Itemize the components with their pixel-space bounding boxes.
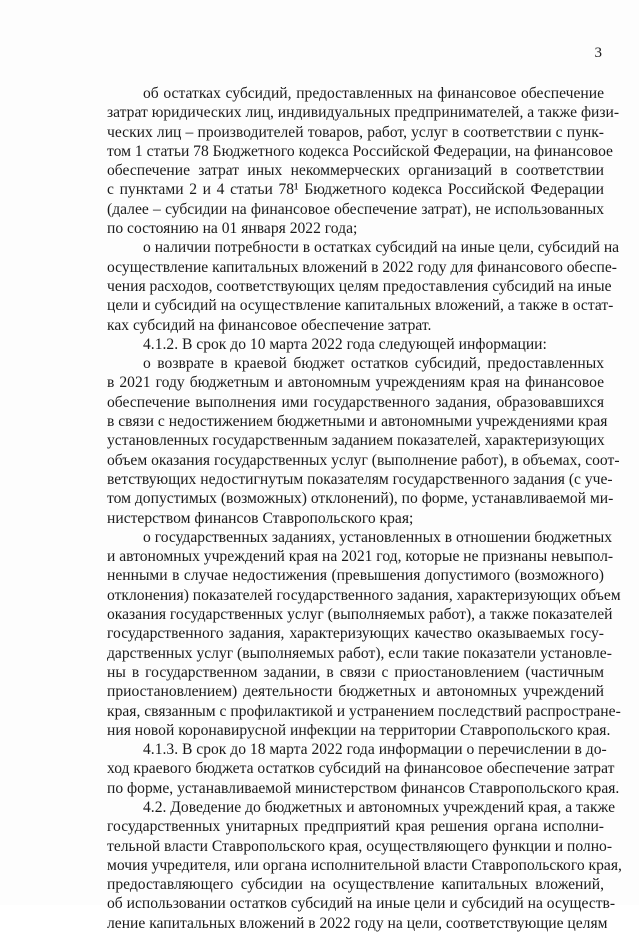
page-number: 3 bbox=[594, 45, 602, 61]
text-line: том допустимых (возможных) отклонений), по форме, устанавливаемой ми- bbox=[107, 490, 614, 508]
text-line: ление капитальных вложений в 2022 году на цели, соответствующие целям bbox=[107, 914, 608, 932]
text-line: с пунктами 2 и 4 статьи 78¹ Бюджетного кодекса Российской Федерации bbox=[107, 181, 604, 199]
paragraph bbox=[107, 528, 621, 740]
text-line: государственного задания, характеризующих качество оказываемых госу- bbox=[107, 625, 604, 643]
text-line: в 2021 году бюджетным и автономным учреждениям края на финансовое bbox=[107, 374, 604, 392]
paragraph bbox=[107, 798, 622, 933]
text-line: ческих лиц – производителей товаров, работ, услуг в соответствии с пунк- bbox=[107, 123, 604, 141]
text-line: обеспечение затрат иных некоммерческих организаций в соответствии bbox=[107, 162, 604, 180]
text-line: ках субсидий на финансовое обеспечение затрат. bbox=[107, 316, 432, 334]
text-line: мочия учредителя, или органа исполнительной власти Ставропольского края, bbox=[107, 856, 622, 874]
text-line: ны в государственном задании, в связи с приостановлением (частичным bbox=[107, 663, 604, 681]
text-line: государственных унитарных предприятий края решения органа исполни- bbox=[107, 818, 604, 836]
text-line: установленных государственным заданием показателей, характеризующих bbox=[107, 432, 605, 450]
text-line: цели и субсидий на осуществление капитальных вложений, а также в остат- bbox=[107, 297, 614, 315]
text-line: ход краевого бюджета остатков субсидий на финансовое обеспечение затрат bbox=[107, 760, 615, 778]
text-line: дарственных услуг (выполняемых работ), если такие показатели установле- bbox=[107, 644, 612, 662]
text-line: о возврате в краевой бюджет остатков субсидий, предоставленных bbox=[143, 355, 604, 373]
text-line: об использовании остатков субсидий на иные цели и субсидий на осуществ- bbox=[107, 895, 616, 913]
text-line: 4.1.3. В срок до 18 марта 2022 года информации о перечислении в до- bbox=[143, 741, 607, 759]
text-line: приостановлением) деятельности бюджетных и автономных учреждений bbox=[107, 683, 604, 701]
document-body bbox=[107, 84, 622, 933]
paragraph bbox=[107, 84, 620, 238]
text-line: (далее – субсидии на финансовое обеспечение затрат), не использованных bbox=[107, 200, 604, 218]
text-line: края, связанным с профилактикой и устранением последствий распростране- bbox=[107, 702, 621, 720]
paragraph bbox=[107, 740, 620, 798]
text-line: 4.1.2. В срок до 10 марта 2022 года следующей информации: bbox=[143, 335, 547, 353]
text-line: оказания государственных услуг (выполняемых работ), а также показателей bbox=[107, 606, 613, 624]
text-line: ненными в случае недостижения (превышения допустимого (возможного) bbox=[107, 567, 604, 585]
text-line: о государственных заданиях, установленных в отношении бюджетных bbox=[143, 528, 613, 546]
text-line: предоставляющего субсидии на осуществление капитальных вложений, bbox=[107, 876, 604, 894]
paragraph bbox=[107, 335, 604, 354]
text-line: 4.2. Доведение до бюджетных и автономных учреждений края, а также bbox=[143, 798, 616, 816]
text-line: осуществление капитальных вложений в 2022 году для финансового обеспе- bbox=[107, 258, 617, 276]
text-line: нистерством финансов Ставропольского края; bbox=[107, 509, 414, 527]
text-line: об остатках субсидий, предоставленных на финансовое обеспечение bbox=[143, 85, 604, 102]
text-line: в связи с недостижением бюджетными и автономными учреждениями края bbox=[107, 413, 608, 431]
text-line: объем оказания государственных услуг (выполнение работ), в объемах, соот- bbox=[107, 451, 620, 469]
text-line: о наличии потребности в остатках субсидий на иные цели, субсидий на bbox=[143, 239, 620, 257]
paragraph bbox=[107, 238, 620, 334]
paragraph bbox=[107, 354, 620, 528]
text-line: обеспечение выполнения ими государственного задания, образовавшихся bbox=[107, 393, 604, 411]
text-line: тельной власти Ставропольского края, осуществляющего функции и полно- bbox=[107, 837, 613, 855]
text-line: отклонения) показателей государственного задания, характеризующих объем bbox=[107, 586, 621, 604]
text-line: по состоянию на 01 января 2022 года; bbox=[107, 220, 358, 238]
text-line: том 1 статьи 78 Бюджетного кодекса Российской Федерации, на финансовое bbox=[107, 142, 613, 160]
text-line: и автономных учреждений края на 2021 год, которые не признаны невыпол- bbox=[107, 548, 614, 566]
text-line: по форме, устанавливаемой министерством финансов Ставропольского края. bbox=[107, 779, 620, 797]
text-line: ния новой коронавирусной инфекции на территории Ставропольского края. bbox=[107, 721, 611, 739]
text-line: затрат юридических лиц, индивидуальных предпринимателей, а также физи- bbox=[107, 104, 620, 122]
text-line: чения расходов, соответствующих целям предоставления субсидий на иные bbox=[107, 277, 612, 295]
text-line: ветствующих недостигнутым показателям государственного задания (с уче- bbox=[107, 470, 613, 488]
